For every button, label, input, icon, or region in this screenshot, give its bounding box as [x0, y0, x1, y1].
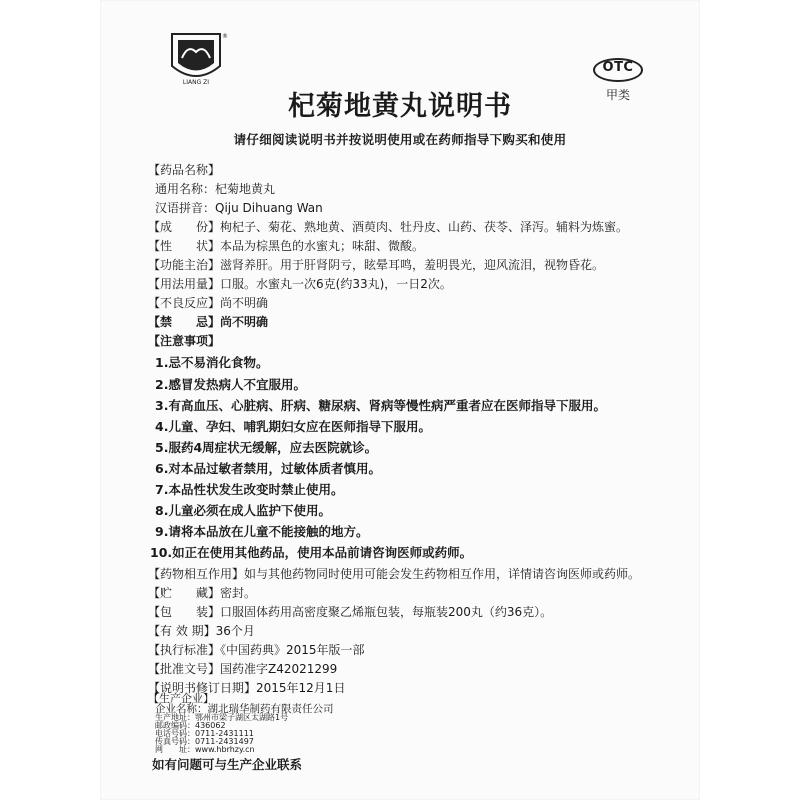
section-adverse-reactions: 【不良反应】尚不明确 — [148, 296, 269, 310]
company-name: 企业名称：湖北瑞华制药有限责任公司 — [155, 703, 334, 715]
section-drug-name-heading: 【药品名称】 — [148, 163, 221, 177]
notice-item: 9.请将本品放在儿童不能接触的地方。 — [155, 524, 369, 539]
notice-item: 7.本品性状发生改变时禁止使用。 — [155, 482, 344, 497]
section-precautions-heading: 【注意事项】 — [148, 334, 221, 348]
section-shelf-life: 【有 效 期】36个月 — [148, 624, 255, 638]
website: 网 址：www.hbrhzy.cn — [155, 745, 255, 754]
section-approval-number: 【批准文号】国药准字Z42021299 — [148, 662, 338, 676]
logo-text: LIANG ZI — [182, 79, 210, 86]
pinyin-name: 汉语拼音：Qiju Dihuang Wan — [155, 201, 323, 215]
notice-item: 2.感冒发热病人不宜服用。 — [155, 377, 306, 392]
notice-item: 4.儿童、孕妇、哺乳期妇女应在医师指导下服用。 — [155, 419, 431, 434]
brand-logo — [168, 30, 228, 88]
section-revision-date: 【说明书修订日期】2015年12月1日 — [148, 681, 346, 695]
company-address: 生产地址：鄂州市梁子湖区太湖路1号 — [155, 713, 289, 722]
section-contraindications: 【禁 忌】尚不明确 — [148, 315, 269, 329]
postal-code: 邮政编码：436062 — [155, 721, 226, 730]
notice-item: 8.儿童必须在成人监护下使用。 — [155, 503, 331, 518]
section-indications: 【功能主治】滋肾养肝。用于肝肾阴亏，眩晕耳鸣，羞明畏光，迎风流泪，视物昏花。 — [148, 258, 605, 272]
section-dosage: 【用法用量】口服。水蜜丸一次6克(约33丸)，一日2次。 — [148, 277, 452, 291]
otc-category: 甲类 — [605, 88, 630, 102]
document-title: 杞菊地黄丸说明书 — [288, 91, 512, 122]
section-interactions: 【药物相互作用】如与其他药物同时使用可能会发生药物相互作用，详情请咨询医师或药师。 — [148, 567, 641, 581]
notice-item: 3.有高血压、心脏病、肝病、糖尿病、肾病等慢性病严重者应在医师指导下服用。 — [155, 398, 606, 413]
svg-text:®: ® — [222, 33, 228, 40]
notice-item: 1.忌不易消化食物。 — [155, 355, 269, 370]
phone-number: 电话号码：0711-2431111 — [155, 729, 254, 738]
section-ingredients: 【成 份】枸杞子、菊花、熟地黄、酒萸肉、牡丹皮、山药、茯苓、泽泻。辅料为炼蜜。 — [148, 220, 629, 234]
notice-item: 10.如正在使用其他药品，使用本品前请咨询医师或药师。 — [150, 545, 473, 560]
footer-contact-note: 如有问题可与生产企业联系 — [152, 757, 303, 772]
document-subtitle: 请仔细阅读说明书并按说明使用或在药师指导下购买和使用 — [233, 132, 567, 147]
section-standard: 【执行标准】《中国药典》2015年版一部 — [148, 643, 365, 657]
generic-name: 通用名称：杞菊地黄丸 — [155, 182, 276, 196]
section-manufacturer-heading: 【生产企业】 — [148, 692, 214, 705]
notice-item: 6.对本品过敏者禁用，过敏体质者慎用。 — [155, 461, 381, 476]
notice-item: 5.服药4周症状无缓解，应去医院就诊。 — [155, 440, 378, 455]
section-storage: 【贮 藏】密封。 — [148, 586, 257, 600]
section-appearance: 【性 状】本品为棕黑色的水蜜丸；味甜、微酸。 — [148, 239, 425, 253]
otc-badge: OTC — [593, 58, 643, 82]
section-packaging: 【包 装】口服固体药用高密度聚乙烯瓶包装，每瓶装200丸（约36克）。 — [148, 605, 553, 619]
fax-number: 传真号码：0711-2431497 — [155, 737, 254, 746]
